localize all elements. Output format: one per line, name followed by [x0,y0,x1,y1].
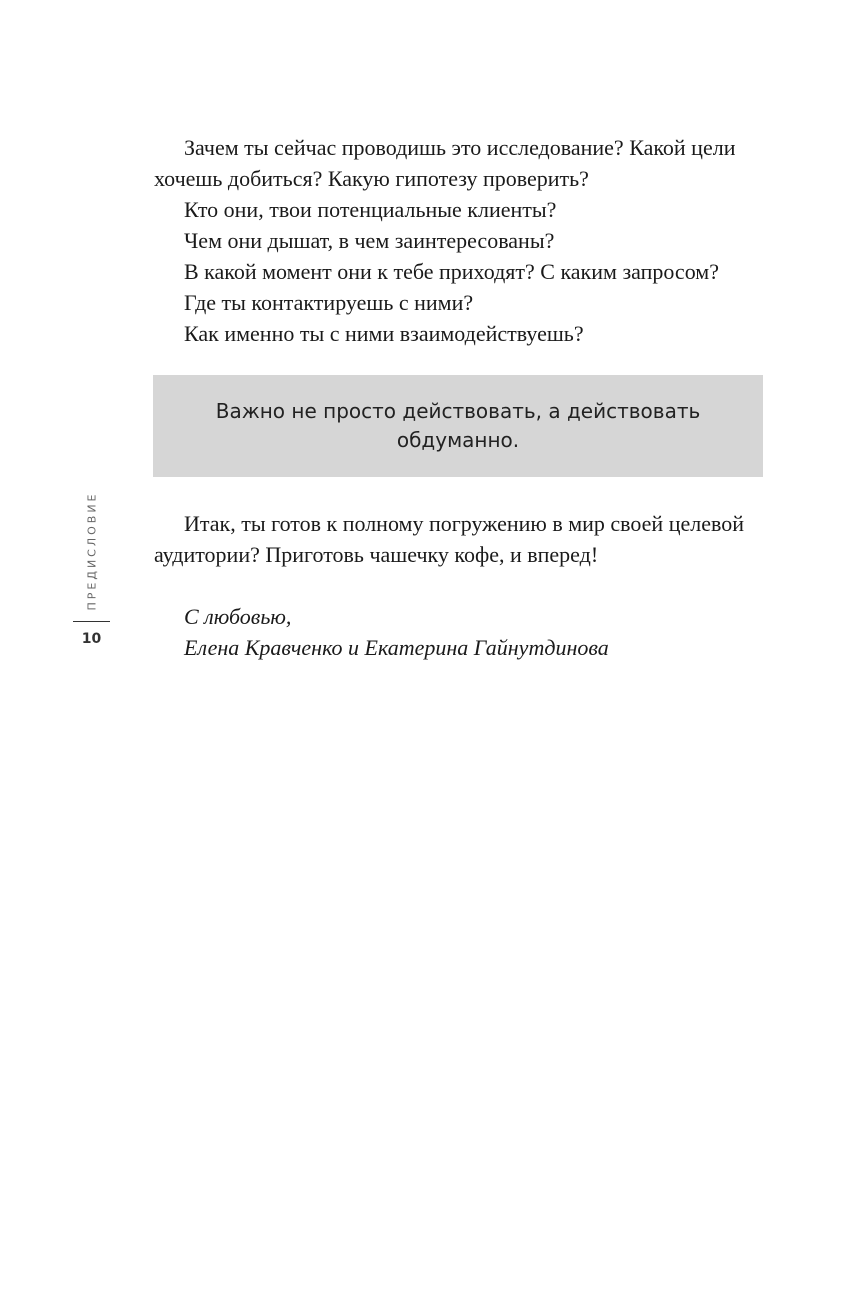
questions-paragraphs [154,132,764,349]
closing-line: Итак, ты готов к полному погружению в мир своей целевой [184,511,745,536]
signature [154,601,764,663]
callout-box [153,375,763,477]
closing-line: аудитории? Приготовь чашечку кофе, и вперед! [154,542,599,567]
page-number-divider [73,621,110,622]
closing-paragraph [154,508,764,570]
question-paragraph: Чем они дышат, в чем заинтересованы? [184,228,555,253]
question-paragraph: Где ты контактируешь с ними? [184,290,474,315]
signature-authors: Елена Кравченко и Екатерина Гайнутдинова [184,635,609,660]
section-label: ПРЕДИСЛОВИЕ [85,491,99,611]
question-paragraph: Зачем ты сейчас проводишь это исследование? Какой цели хочешь добиться? Какую гипотезу проверить? [154,135,736,191]
page-number: 10 [81,631,102,647]
question-paragraph: В какой момент они к тебе приходят? С каким запросом? [184,259,719,284]
question-paragraph: Кто они, твои потенциальные клиенты? [184,197,557,222]
callout-text: Важно не просто действовать, а действовать обдуманно. [215,399,701,452]
signature-greeting: С любовью, [184,604,292,629]
question-paragraph: Как именно ты с ними взаимодействуешь? [184,321,584,346]
